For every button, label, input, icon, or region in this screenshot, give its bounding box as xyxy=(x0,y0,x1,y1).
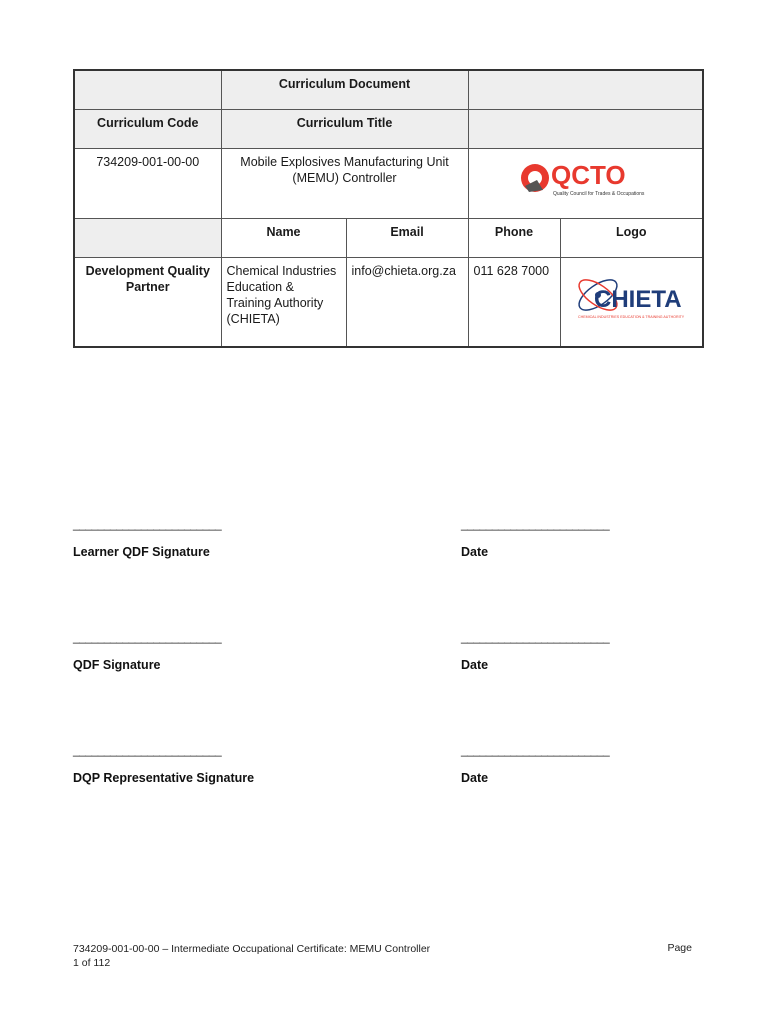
partner-phone: 011 628 7000 xyxy=(468,257,560,347)
chieta-logo xyxy=(568,263,694,327)
blank-header-cell-right-2 xyxy=(468,109,703,148)
curriculum-title-header: Curriculum Title xyxy=(221,109,468,148)
blank-header-cell-right xyxy=(468,70,703,109)
chieta-logo-cell xyxy=(560,257,703,347)
footer-page-count: 1 of 112 xyxy=(73,957,111,969)
phone-header: Phone xyxy=(468,218,560,257)
partner-name: Chemical Industries Education & Training Authority (CHIETA) xyxy=(221,257,346,347)
curriculum-code-value: 734209-001-00-00 xyxy=(74,148,221,218)
footer-title: 734209-001-00-00 – Intermediate Occupational Certificate: MEMU Controller xyxy=(73,943,431,955)
qcto-logo-text: QCTO xyxy=(551,159,626,190)
curriculum-code-header: Curriculum Code xyxy=(74,109,221,148)
blank-name-row-cell xyxy=(74,218,221,257)
chieta-logo-tagline: CHEMICAL INDUSTRIES EDUCATION & TRAINING AUTHORITY xyxy=(578,314,685,319)
blank-header-cell xyxy=(74,70,221,109)
qdf-signature-label: QDF Signature xyxy=(73,658,161,672)
curriculum-title-value: Mobile Explosives Manufacturing Unit (MEMU) Controller xyxy=(221,148,468,218)
qdf-date-label: Date xyxy=(461,658,489,672)
partner-label: Development Quality Partner xyxy=(74,257,221,347)
learner-date-label: Date xyxy=(461,545,489,559)
qcto-logo xyxy=(515,156,655,202)
learner-date-line: ________________________ xyxy=(461,517,610,531)
qcto-logo-cell xyxy=(468,148,703,218)
email-header: Email xyxy=(346,218,468,257)
partner-email: info@chieta.org.za xyxy=(346,257,468,347)
curriculum-table xyxy=(73,69,704,348)
name-header: Name xyxy=(221,218,346,257)
curriculum-document-heading: Curriculum Document xyxy=(221,70,468,109)
dqp-date-line: ________________________ xyxy=(461,743,610,757)
footer-document-info xyxy=(73,942,430,970)
qdf-date-line: ________________________ xyxy=(461,630,610,644)
dqp-representative-signature-label: DQP Representative Signature xyxy=(73,771,255,785)
learner-qdf-signature-label: Learner QDF Signature xyxy=(73,545,210,559)
chieta-logo-text: CHIETA xyxy=(594,285,682,313)
qdf-signature-line: ________________________ xyxy=(73,630,222,644)
learner-signature-line: ________________________ xyxy=(73,517,222,531)
logo-header: Logo xyxy=(560,218,703,257)
footer-page-label: Page xyxy=(667,942,692,954)
dqp-date-label: Date xyxy=(461,771,489,785)
dqp-signature-line: ________________________ xyxy=(73,743,222,757)
qcto-logo-tagline: Quality Council for Trades & Occupations xyxy=(553,190,645,197)
